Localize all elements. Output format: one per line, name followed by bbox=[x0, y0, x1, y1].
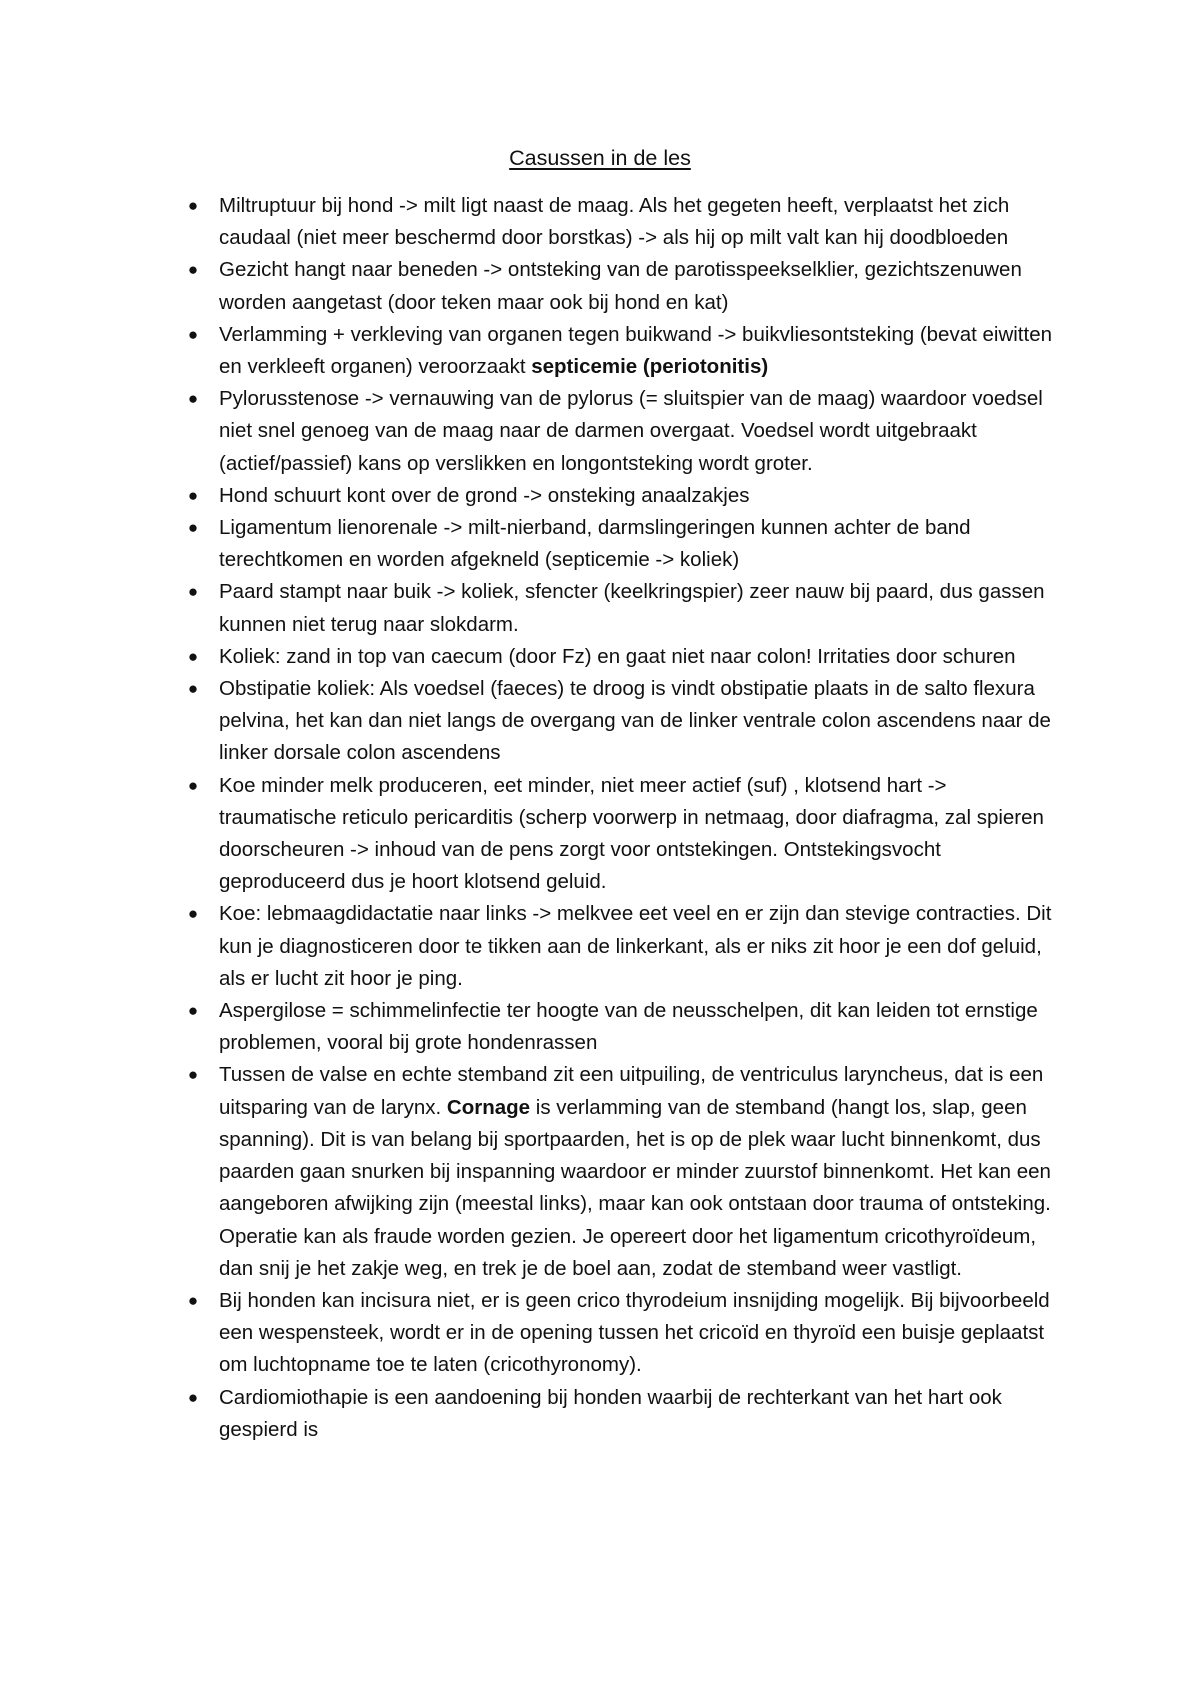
list-item-emphasis: Cornage bbox=[446, 1095, 531, 1119]
list-item-text: Koe: lebmaagdidactatie naar links -> melkvee eet veel en er zijn dan stevige contracties. Dit kun je diagnosticeren door te tikken aan de linkerkant, als er niks zit hoor je een dof geluid, als er lucht zit hoor je ping. bbox=[219, 902, 1052, 990]
list-item bbox=[187, 319, 1069, 383]
bullet-icon: ● bbox=[187, 679, 199, 699]
list-item bbox=[187, 480, 1069, 512]
list-item-text: Obstipatie koliek: Als voedsel (faeces) te droog is vindt obstipatie plaats in de salto flexura pelvina, het kan dan niet langs de overgang van de linker ventrale colon ascendens naar de linker dorsale colon ascendens bbox=[219, 677, 1051, 765]
list-item bbox=[187, 254, 1069, 318]
page-title: Casussen in de les bbox=[509, 146, 691, 170]
list-item bbox=[187, 995, 1069, 1059]
bullet-icon: ● bbox=[187, 1290, 199, 1310]
list-item-text: Miltruptuur bij hond -> milt ligt naast de maag. Als het gegeten heeft, verplaatst het zich caudaal (niet meer beschermd door borstkas) -> als hij op milt valt kan hij doodbloeden bbox=[219, 194, 1010, 250]
list-item-text: Ligamentum lienorenale -> milt-nierband, darmslingeringen kunnen achter de band terechtkomen en worden afgekneld (septicemie -> koliek) bbox=[219, 516, 971, 572]
bullet-icon: ● bbox=[187, 196, 199, 215]
list-item-text: Bij honden kan incisura niet, er is geen crico thyrodeium insnijding mogelijk. Bij bijvoorbeeld een wespensteek, wordt er in de opening tussen het cricoïd en thyroïd een buisje geplaatst om luchtopname toe te laten (cricothyronomy). bbox=[219, 1288, 1050, 1377]
bullet-icon: ● bbox=[187, 518, 199, 538]
bullet-icon: ● bbox=[187, 646, 199, 666]
list-item-text: Paard stampt naar buik -> koliek, sfencter (keelkringspier) zeer nauw bij paard, dus gassen kunnen niet terug naar slokdarm. bbox=[219, 580, 1045, 636]
list-item-text: Aspergilose = schimmelinfectie ter hoogte van de neusschelpen, dit kan leiden tot ernstige problemen, vooral bij grote hondenrassen bbox=[219, 999, 1038, 1055]
bullet-icon: ● bbox=[187, 582, 199, 602]
bullet-icon: ● bbox=[187, 1065, 199, 1085]
bullet-icon: ● bbox=[187, 260, 199, 280]
list-item-text: Cardiomiothapie is een aandoening bij honden waarbij de rechterkant van het hart ook gespierd is bbox=[219, 1385, 1002, 1441]
list-item bbox=[187, 1382, 1069, 1446]
list-item-text: Pylorusstenose -> vernauwing van de pylorus (= sluitspier van de maag) waardoor voedsel niet snel genoeg van de maag naar de darmen overgaat. Voedsel wordt uitgebraakt (actief/passief) kans op verslikken en longontsteking wordt groter. bbox=[219, 387, 1043, 475]
bullet-list bbox=[187, 190, 1069, 1446]
list-item bbox=[187, 512, 1069, 576]
list-item bbox=[187, 770, 1069, 899]
list-item-text: Tussen de valse en echte stemband zit een uitpuiling, de ventriculus laryncheus, dat is een uitsparing van de larynx. bbox=[219, 1063, 1044, 1119]
bullet-icon: ● bbox=[187, 1387, 199, 1407]
list-item bbox=[187, 383, 1069, 480]
bullet-icon: ● bbox=[187, 485, 199, 505]
list-item-text: Verlamming + verkleving van organen tegen buikwand -> buikvliesontsteking (bevat eiwitten en verkleeft organen) veroorzaakt bbox=[219, 322, 1053, 379]
list-item-text: Gezicht hangt naar beneden -> ontsteking van de parotisspeekselklier, gezichtszenuwen worden aangetast (door teken maar ook bij hond en kat) bbox=[219, 258, 1022, 314]
list-item-text: Koe minder melk produceren, eet minder, niet meer actief (suf) , klotsend hart -> traumatische reticulo pericarditis (scherp voorwerp in netmaag, door diafragma, zal spieren doorscheuren -> inhoud van de pens zorgt voor ontstekingen. Ontstekingsvocht geproduceerd dus je hoort klotsend geluid. bbox=[219, 773, 1044, 894]
bullet-icon: ● bbox=[187, 1001, 199, 1021]
bullet-icon: ● bbox=[187, 904, 199, 924]
bullet-icon: ● bbox=[187, 389, 199, 409]
list-item-text: Koliek: zand in top van caecum (door Fz) en gaat niet naar colon! Irritaties door schuren bbox=[219, 644, 1016, 668]
list-item bbox=[187, 1285, 1069, 1382]
list-item-emphasis: septicemie (periotonitis) bbox=[531, 355, 769, 379]
list-item bbox=[187, 898, 1069, 995]
list-item bbox=[187, 190, 1069, 254]
list-item-text: Hond schuurt kont over de grond -> onsteking anaalzakjes bbox=[219, 483, 750, 507]
list-item bbox=[187, 673, 1069, 770]
list-item bbox=[187, 576, 1069, 640]
bullet-icon: ● bbox=[187, 324, 199, 344]
bullet-icon: ● bbox=[187, 775, 199, 795]
list-item-text-continued: is verlamming van de stemband (hangt los, slap, geen spanning). Dit is van belang bij sportpaarden, het is op de plek waar lucht binnenkomt, dus paarden gaan snurken bij inspanning waardoor er minder zuurstof binnenkomt. Het kan een aangeboren afwijking zijn (meestal links), maar kan ook ontstaan door trauma of ontsteking. Operatie kan als fraude worden gezien. Je opereert door het ligamentum cricothyroïdeum, dan snij je het zakje weg, en trek je de boel aan, zodat de stemband weer vastligt. bbox=[219, 1095, 1051, 1280]
list-item bbox=[187, 1059, 1069, 1284]
list-item bbox=[187, 641, 1069, 673]
